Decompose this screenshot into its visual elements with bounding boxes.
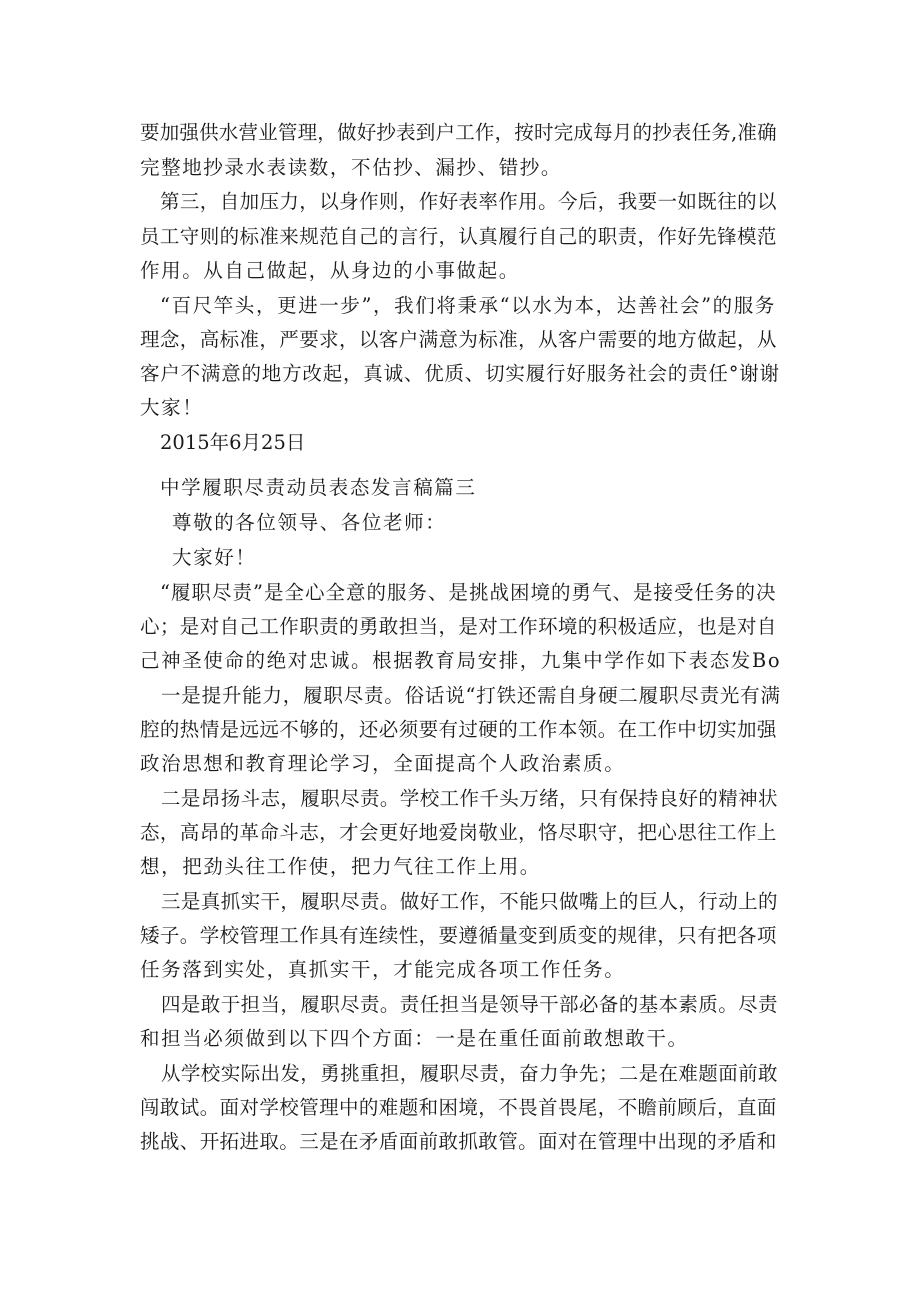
- text-line: 完整地抄录水表读数，不估抄、漏抄、错抄。: [140, 156, 563, 179]
- text-line: 想，把劲头往工作使，把力气往工作上用。: [140, 855, 541, 878]
- text-line: 要加强供水营业管理，做好抄表到户工作，按时完成每月的抄表任务,准确: [140, 121, 777, 144]
- greeting: 大家好！: [172, 546, 257, 569]
- text-line: 三是真抓实干，履职尽责。做好工作，不能只做嘴上的巨人，行动上的: [161, 890, 778, 913]
- text-line: 和担当必须做到以下四个方面：一是在重任面前敢想敢干。: [140, 1027, 689, 1050]
- text-line: 一是提升能力，履职尽责。俗话说“打铁还需自身硬二履职尽责光有满: [161, 684, 781, 707]
- text-line: 大家！: [140, 396, 204, 419]
- text-line: “百尺竿头，更进一步”，我们将秉承“以水为本，达善社会”的服务: [160, 294, 776, 317]
- text-line: 心；是对自己工作职责的勇敢担当，是对工作环境的积极适应，也是对自: [140, 615, 777, 638]
- text-line: 挑战、开拓进取。三是在矛盾面前敢抓敢管。面对在管理中出现的矛盾和: [140, 1130, 777, 1153]
- text-line: 二是昂扬斗志，履职尽责。学校工作千头万绪，只有保持良好的精神状: [161, 787, 778, 810]
- text-line: 员工守则的标准来规范自己的言行，认真履行自己的职责，作好先锋模范: [140, 225, 777, 248]
- text-line: 客户不满意的地方改起，真诚、优质、切实履行好服务社会的责任°谢谢: [140, 362, 780, 385]
- salutation: 尊敬的各位领导、各位老师：: [172, 511, 447, 534]
- text-line: “履职尽责”是全心全意的服务、是挑战困境的勇气、是接受任务的决: [160, 581, 777, 604]
- date-line: 2015年6月25日: [160, 431, 306, 454]
- section-title: 中学履职尽责动员表态发言稿篇三: [160, 476, 477, 499]
- text-line: 作用。从自己做起，从身边的小事做起。: [140, 259, 520, 282]
- text-line: 态，高昂的革命斗志，才会更好地爱岗敬业，恪尽职守，把心思往工作上: [140, 821, 777, 844]
- text-line: 理念，高标准，严要求，以客户满意为标准，从客户需要的地方做起，从: [140, 328, 777, 351]
- text-line: 政治思想和教育理论学习，全面提高个人政治素质。: [140, 752, 626, 775]
- text-line: 腔的热情是远远不够的，还必须要有过硬的工作本领。在工作中切实加强: [140, 718, 777, 741]
- text-line: 闯敢试。面对学校管理中的难题和困境，不畏首畏尾，不瞻前顾后，直面: [140, 1096, 777, 1119]
- text-line: 矮子。学校管理工作具有连续性，要遵循量变到质变的规律，只有把各项: [140, 924, 777, 947]
- text-line: 从学校实际出发，勇挑重担，履职尽责，奋力争先；二是在难题面前敢: [161, 1062, 778, 1085]
- text-line: 己神圣使命的绝对忠诚。根据教育局安排，九集中学作如下表态发Bo: [140, 649, 782, 672]
- text-line: 第三，自加压力，以身作则，作好表率作用。今后，我要一如既往的以: [160, 190, 777, 213]
- text-line: 任务落到实处，真抓实干，才能完成各项工作任务。: [140, 958, 626, 981]
- text-line: 四是敢于担当，履职尽责。责任担当是领导干部必备的基本素质。尽责: [161, 993, 778, 1016]
